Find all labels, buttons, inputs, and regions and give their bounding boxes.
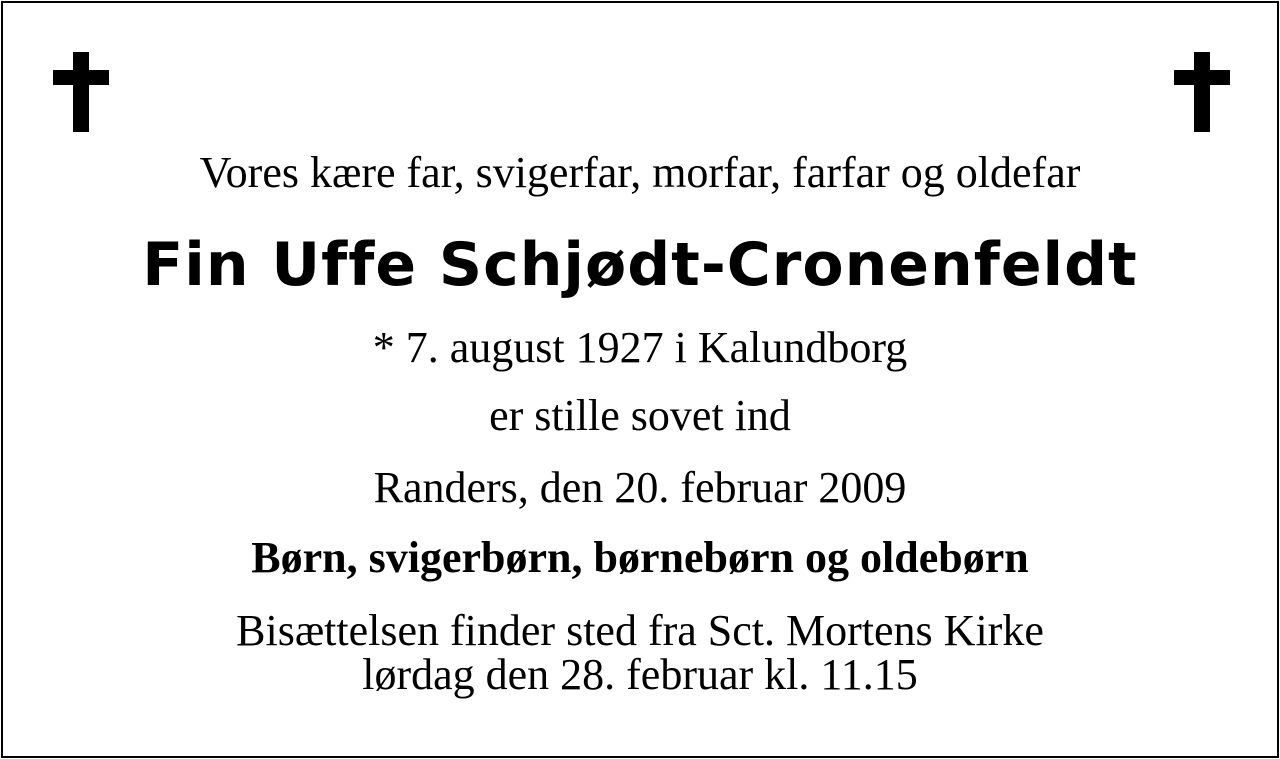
- family-signature: Børn, svigerbørn, børnebørn og oldebørn: [251, 533, 1029, 582]
- funeral-info: [3, 606, 1277, 699]
- cross-icon: [1174, 52, 1230, 132]
- passed-text: er stille sovet ind: [489, 391, 791, 440]
- intro-text: Vores kære far, svigerfar, morfar, farfar og oldefar: [199, 148, 1081, 197]
- place-date: Randers, den 20. februar 2009: [373, 463, 907, 512]
- obituary-notice: [1, 1, 1279, 758]
- cross-icon: [53, 52, 109, 132]
- funeral-line-1: Bisættelsen finder sted fra Sct. Mortens Kirke: [236, 606, 1044, 655]
- funeral-line-2: lørdag den 28. februar kl. 11.15: [362, 650, 918, 699]
- deceased-name: Fin Uffe Schjødt-Cronenfeldt: [142, 230, 1138, 300]
- birth-info: * 7. august 1927 i Kalundborg: [372, 323, 908, 372]
